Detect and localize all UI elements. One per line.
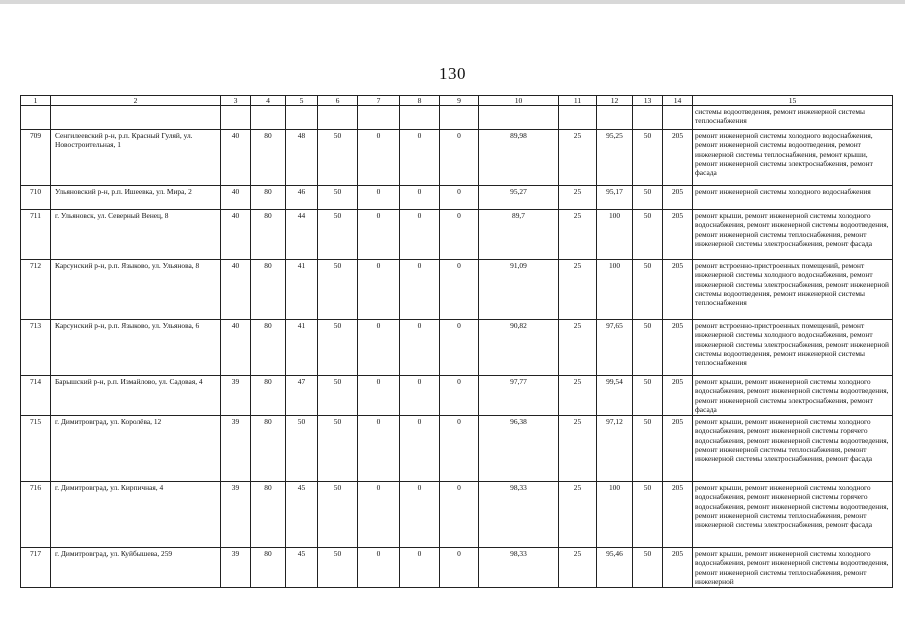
col-10-value: 98,33: [479, 548, 559, 588]
column-number: 5: [286, 96, 318, 106]
col-3-value: 40: [221, 260, 251, 320]
col-7-value: 0: [358, 130, 400, 186]
col-14-value: 205: [663, 320, 693, 376]
col-6-value: 50: [318, 482, 358, 548]
col-13-value: 50: [633, 186, 663, 210]
column-number: 6: [318, 96, 358, 106]
col-14-value: 205: [663, 482, 693, 548]
col-9-value: 0: [440, 548, 479, 588]
col-14-value: 205: [663, 376, 693, 416]
works-list: ремонт крыши, ремонт инженерной системы холодного водоснабжения, ремонт инженерной системы горячего водоснабжения, ремонт инженерной системы водоотведения, ремонт инженерной системы теплоснабжения, ремонт инженерной системы электроснабжения, ремонт фасада: [693, 416, 893, 482]
column-number: 12: [597, 96, 633, 106]
col-9-value: 0: [440, 260, 479, 320]
col-8-value: 0: [400, 130, 440, 186]
col-11-value: 25: [559, 548, 597, 588]
col-3-value: 40: [221, 320, 251, 376]
col-11-value: 25: [559, 482, 597, 548]
col-4-value: 80: [251, 210, 286, 260]
col-4-value: 80: [251, 260, 286, 320]
col-14-value: 205: [663, 260, 693, 320]
col-9-value: 0: [440, 376, 479, 416]
col-4-value: 80: [251, 320, 286, 376]
col-5-value: 41: [286, 260, 318, 320]
continuation-row: [21, 106, 893, 130]
column-number: 3: [221, 96, 251, 106]
col-8-value: 0: [400, 210, 440, 260]
col-11-value: 25: [559, 416, 597, 482]
col-7-value: 0: [358, 376, 400, 416]
col-12-value: 100: [597, 260, 633, 320]
col-6-value: 50: [318, 260, 358, 320]
col-14-value: 205: [663, 186, 693, 210]
col-5-value: 48: [286, 130, 318, 186]
col-11-value: 25: [559, 376, 597, 416]
works-list: ремонт крыши, ремонт инженерной системы холодного водоснабжения, ремонт инженерной системы горячего водоснабжения, ремонт инженерной системы водоотведения, ремонт инженерной системы теплоснабжения, ремонт инженерной системы электроснабжения, ремонт фасада: [693, 482, 893, 548]
works-list: ремонт крыши, ремонт инженерной системы холодного водоснабжения, ремонт инженерной системы водоотведения, ремонт инженерной системы теплоснабжения, ремонт инженерной: [693, 548, 893, 588]
col-14-value: 205: [663, 548, 693, 588]
col-3-value: 39: [221, 416, 251, 482]
col-10-value: 95,27: [479, 186, 559, 210]
col-6-value: 50: [318, 210, 358, 260]
address: Ульяновский р-н, р.п. Ишеевка, ул. Мира, 2: [51, 186, 221, 210]
col-6-value: 50: [318, 130, 358, 186]
col-14-value: 205: [663, 210, 693, 260]
col-4-value: 80: [251, 130, 286, 186]
col-12-value: 95,46: [597, 548, 633, 588]
col-14-value: 205: [663, 416, 693, 482]
col-5-value: 46: [286, 186, 318, 210]
col-3-value: 40: [221, 186, 251, 210]
table-row: [21, 186, 893, 210]
table-row: [21, 130, 893, 186]
col-11-value: 25: [559, 130, 597, 186]
works-list: ремонт инженерной системы холодного водоснабжения, ремонт инженерной системы водоотведения, ремонт инженерной системы теплоснабжения, ремонт крыши, ремонт инженерной системы электроснабжения, ремонт фасада: [693, 130, 893, 186]
col-11-value: 25: [559, 260, 597, 320]
col-9-value: 0: [440, 320, 479, 376]
col-13-value: 50: [633, 210, 663, 260]
address: г. Ульяновск, ул. Северный Венец, 8: [51, 210, 221, 260]
row-number: 711: [21, 210, 51, 260]
col-6-value: 50: [318, 320, 358, 376]
table-row: [21, 260, 893, 320]
col-13-value: 50: [633, 376, 663, 416]
table-row: [21, 416, 893, 482]
col-12-value: 100: [597, 210, 633, 260]
col-5-value: 50: [286, 416, 318, 482]
column-number: 8: [400, 96, 440, 106]
col-7-value: 0: [358, 548, 400, 588]
works-list: ремонт встроенно-пристроенных помещений, ремонт инженерной системы холодного водоснабжения, ремонт инженерной системы электроснабжения, ремонт инженерной системы водоотведения, ремонт инженерной системы теплоснабжения: [693, 260, 893, 320]
col-11-value: 25: [559, 186, 597, 210]
address: г. Димитровград, ул. Кирпичная, 4: [51, 482, 221, 548]
col-13-value: 50: [633, 260, 663, 320]
col-4-value: 80: [251, 186, 286, 210]
column-number: 2: [51, 96, 221, 106]
col-10-value: 90,82: [479, 320, 559, 376]
col-14-value: 205: [663, 130, 693, 186]
col-12-value: 100: [597, 482, 633, 548]
col-10-value: 98,33: [479, 482, 559, 548]
col-7-value: 0: [358, 186, 400, 210]
col-3-value: 39: [221, 376, 251, 416]
works-list: ремонт крыши, ремонт инженерной системы холодного водоснабжения, ремонт инженерной системы водоотведения, ремонт инженерной системы теплоснабжения, ремонт инженерной системы электроснабжения, ремонт фасада: [693, 210, 893, 260]
col-6-value: 50: [318, 376, 358, 416]
col-8-value: 0: [400, 376, 440, 416]
col-8-value: 0: [400, 416, 440, 482]
col-8-value: 0: [400, 186, 440, 210]
col-13-value: 50: [633, 320, 663, 376]
col-12-value: 95,25: [597, 130, 633, 186]
col-10-value: 96,38: [479, 416, 559, 482]
col-10-value: 89,98: [479, 130, 559, 186]
col-3-value: 39: [221, 482, 251, 548]
col-10-value: 97,77: [479, 376, 559, 416]
col-9-value: 0: [440, 130, 479, 186]
col-11-value: 25: [559, 210, 597, 260]
column-number-row: [21, 96, 893, 106]
table-row: [21, 376, 893, 416]
works-list: системы водоотведения, ремонт инженерной системы теплоснабжения: [693, 106, 893, 130]
address: Сенгилеевский р-н, р.п. Красный Гуляй, ул. Новостроительная, 1: [51, 130, 221, 186]
row-number: 709: [21, 130, 51, 186]
col-5-value: 44: [286, 210, 318, 260]
register-table: [20, 95, 893, 588]
col-4-value: 80: [251, 548, 286, 588]
address: Карсунский р-н, р.п. Языково, ул. Ульянова, 8: [51, 260, 221, 320]
col-8-value: 0: [400, 320, 440, 376]
col-10-value: 91,09: [479, 260, 559, 320]
col-3-value: 39: [221, 548, 251, 588]
col-5-value: 41: [286, 320, 318, 376]
table-row: [21, 482, 893, 548]
col-3-value: 40: [221, 130, 251, 186]
table-row: [21, 548, 893, 588]
col-7-value: 0: [358, 260, 400, 320]
col-11-value: 25: [559, 320, 597, 376]
col-7-value: 0: [358, 482, 400, 548]
column-number: 10: [479, 96, 559, 106]
col-8-value: 0: [400, 260, 440, 320]
column-number: 1: [21, 96, 51, 106]
col-6-value: 50: [318, 548, 358, 588]
col-4-value: 80: [251, 482, 286, 548]
col-9-value: 0: [440, 186, 479, 210]
row-number: 712: [21, 260, 51, 320]
row-number: 716: [21, 482, 51, 548]
col-7-value: 0: [358, 416, 400, 482]
row-number: 715: [21, 416, 51, 482]
row-number: 714: [21, 376, 51, 416]
col-6-value: 50: [318, 186, 358, 210]
scan-edge: [0, 0, 905, 4]
col-13-value: 50: [633, 482, 663, 548]
address: г. Димитровград, ул. Королёва, 12: [51, 416, 221, 482]
col-9-value: 0: [440, 210, 479, 260]
col-12-value: 97,65: [597, 320, 633, 376]
row-number: 713: [21, 320, 51, 376]
column-number: 15: [693, 96, 893, 106]
col-7-value: 0: [358, 210, 400, 260]
col-7-value: 0: [358, 320, 400, 376]
column-number: 7: [358, 96, 400, 106]
col-5-value: 45: [286, 548, 318, 588]
col-12-value: 97,12: [597, 416, 633, 482]
col-5-value: 45: [286, 482, 318, 548]
column-number: 9: [440, 96, 479, 106]
table-row: [21, 210, 893, 260]
row-number: 717: [21, 548, 51, 588]
col-8-value: 0: [400, 548, 440, 588]
col-5-value: 47: [286, 376, 318, 416]
column-number: 13: [633, 96, 663, 106]
register-table-body: [21, 96, 893, 588]
column-number: 14: [663, 96, 693, 106]
page-number: 130: [439, 64, 466, 83]
row-number: 710: [21, 186, 51, 210]
col-12-value: 99,54: [597, 376, 633, 416]
col-6-value: 50: [318, 416, 358, 482]
address: г. Димитровград, ул. Куйбышева, 259: [51, 548, 221, 588]
col-13-value: 50: [633, 548, 663, 588]
works-list: ремонт встроенно-пристроенных помещений, ремонт инженерной системы холодного водоснабжения, ремонт инженерной системы электроснабжения, ремонт инженерной системы водоотведения, ремонт инженерной системы теплоснабжения: [693, 320, 893, 376]
address: Барышский р-н, р.п. Измайлово, ул. Садовая, 4: [51, 376, 221, 416]
table-row: [21, 320, 893, 376]
works-list: ремонт крыши, ремонт инженерной системы холодного водоснабжения, ремонт инженерной системы водоотведения, ремонт инженерной системы электроснабжения, ремонт фасада: [693, 376, 893, 416]
column-number: 4: [251, 96, 286, 106]
col-10-value: 89,7: [479, 210, 559, 260]
col-4-value: 80: [251, 376, 286, 416]
address: Карсунский р-н, р.п. Языково, ул. Ульянова, 6: [51, 320, 221, 376]
col-9-value: 0: [440, 482, 479, 548]
column-number: 11: [559, 96, 597, 106]
col-13-value: 50: [633, 130, 663, 186]
col-12-value: 95,17: [597, 186, 633, 210]
works-list: ремонт инженерной системы холодного водоснабжения: [693, 186, 893, 210]
col-13-value: 50: [633, 416, 663, 482]
col-8-value: 0: [400, 482, 440, 548]
col-3-value: 40: [221, 210, 251, 260]
col-9-value: 0: [440, 416, 479, 482]
col-4-value: 80: [251, 416, 286, 482]
